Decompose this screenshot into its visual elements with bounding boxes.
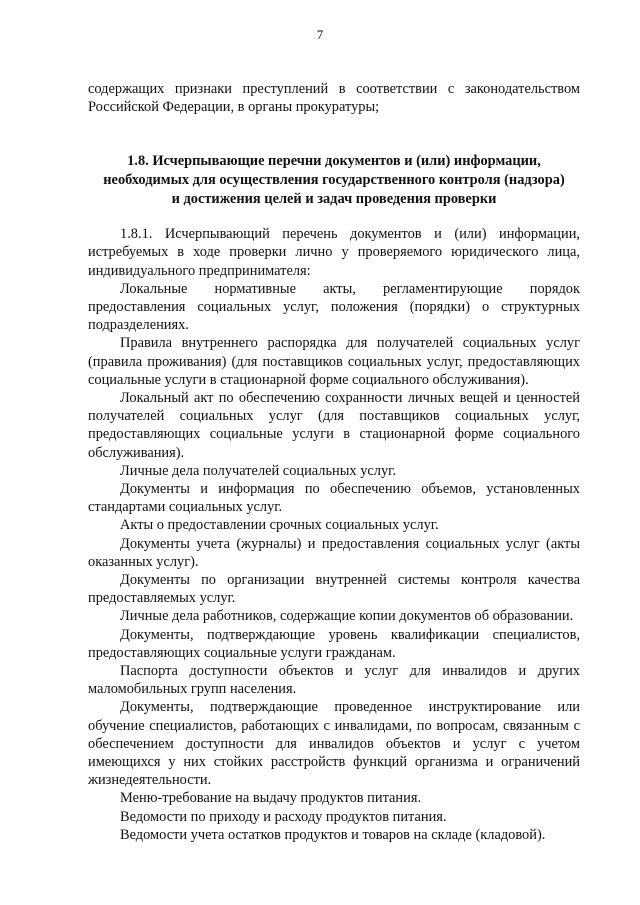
paragraph: Ведомости по приходу и расходу продуктов питания. [120, 808, 447, 825]
intro-paragraph: содержащих признаки преступлений в соответствии с законодательством Российской Федерации, в органы прокуратуры; [88, 81, 580, 116]
paragraph: Ведомости учета остатков продуктов и товаров на складе (кладовой). [120, 826, 546, 843]
document-body [88, 80, 580, 844]
paragraph: Личные дела получателей социальных услуг. [120, 462, 397, 479]
paragraph: Документы учета (журналы) и предоставления социальных услуг (акты оказанных услуг). [88, 535, 580, 570]
section-heading [88, 152, 580, 208]
paragraph: Локальный акт по обеспечению сохранности личных вещей и ценностей получателей социальных услуг (для поставщиков социальных услуг, предоставляющих социальные услуги в стационарной форме социального обслуживания). [88, 390, 580, 461]
paragraph: Паспорта доступности объектов и услуг для инвалидов и других маломобильных групп населения. [88, 663, 580, 698]
page-number: 7 [316, 27, 324, 42]
section-heading-line-1: 1.8. Исчерпывающие перечни документов и (или) информации, [127, 153, 541, 170]
paragraph: Документы, подтверждающие уровень квалификации специалистов, предоставляющих социальные услуги гражданам. [88, 626, 580, 661]
section-heading-line-2: необходимых для осуществления государственного контроля (надзора) [103, 172, 565, 188]
paragraph: Меню-требование на выдачу продуктов питания. [120, 790, 422, 807]
paragraph: Документы по организации внутренней системы контроля качества предоставляемых услуг. [88, 572, 580, 607]
paragraph: 1.8.1. Исчерпывающий перечень документов и (или) информации, истребуемых в ходе проверки лично у проверяемого юридического лица, индивидуального предпринимателя: [88, 226, 580, 279]
paragraph: Документы, подтверждающие проведенное инструктирование или обучение специалистов, работающих с инвалидами, по вопросам, связанным с обеспечением доступности для инвалидов объектов и услуг с учетом имеющихся у них стойких расстройств функций организма и ограничений жизнедеятельности. [88, 699, 580, 789]
paragraph: Документы и информация по обеспечению объемов, установленных стандартами социальных услуг. [88, 481, 580, 516]
section-heading-line-3: и достижения целей и задач проведения проверки [171, 190, 497, 207]
paragraph: Личные дела работников, содержащие копии документов об образовании. [120, 608, 574, 625]
paragraph: Локальные нормативные акты, регламентирующие порядок предоставления социальных услуг, положения (порядки) о структурных подразделениях. [88, 280, 580, 334]
paragraph: Акты о предоставлении срочных социальных услуг. [120, 517, 439, 534]
paragraph: Правила внутреннего распорядка для получателей социальных услуг (правила проживания) (для поставщиков социальных услуг, предоставляющих социальные услуги в стационарной форме социального обслуживания). [88, 335, 580, 388]
